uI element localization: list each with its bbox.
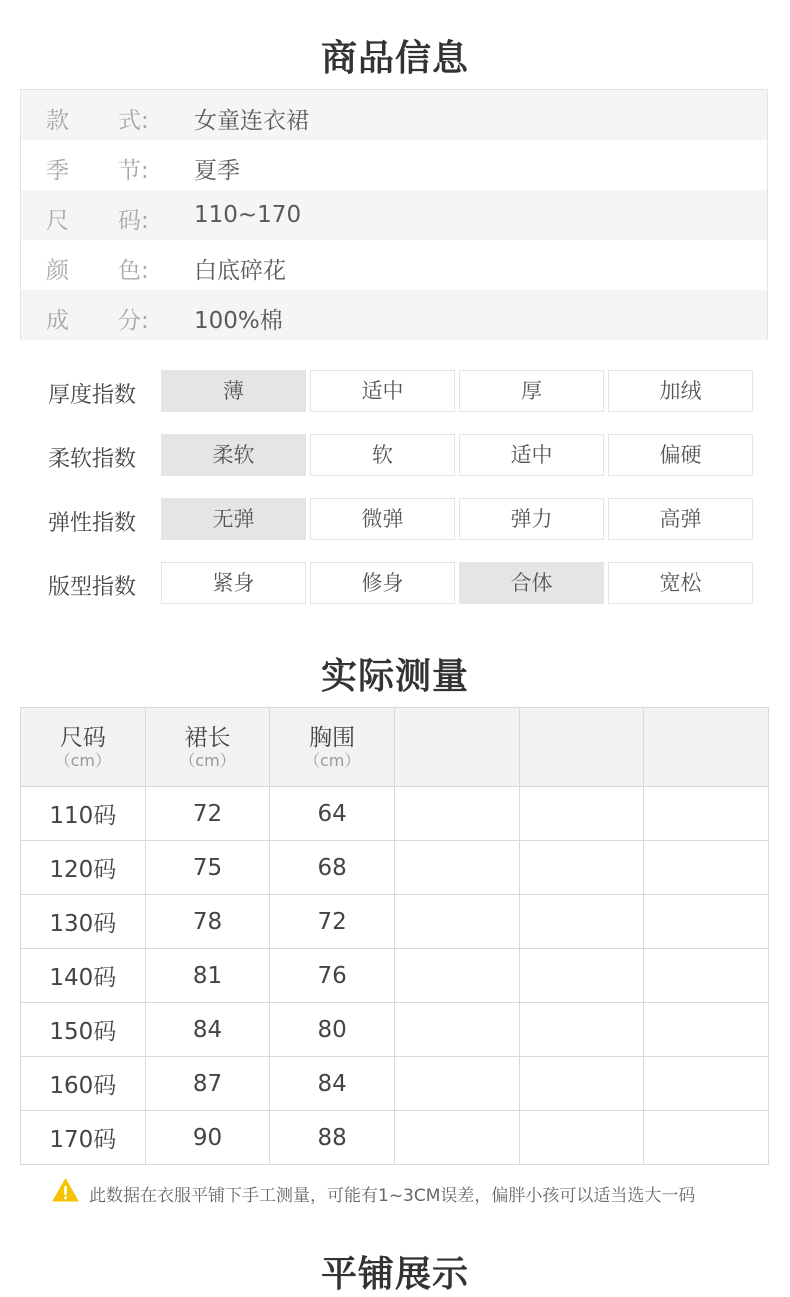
index-option: 高弹 bbox=[608, 498, 753, 540]
table-cell: 84 bbox=[270, 1057, 395, 1111]
header-label: 胸围 bbox=[309, 725, 356, 751]
table-cell: 140码 bbox=[21, 949, 146, 1003]
table-cell bbox=[394, 1003, 519, 1057]
info-label-first: 成 bbox=[46, 308, 69, 334]
product-info-title: 商品信息 bbox=[320, 38, 469, 79]
product-info-table bbox=[20, 89, 768, 339]
info-label-first: 尺 bbox=[46, 208, 69, 234]
table-cell bbox=[644, 1057, 769, 1111]
table-header-row bbox=[21, 708, 769, 787]
table-row bbox=[21, 895, 769, 949]
info-value: 夏季 bbox=[194, 158, 240, 184]
index-option: 修身 bbox=[310, 562, 455, 604]
index-label: 厚度指数 bbox=[48, 383, 137, 408]
measurement-title: 实际测量 bbox=[320, 656, 469, 697]
info-value: 白底碎花 bbox=[194, 258, 286, 284]
table-row bbox=[21, 1003, 769, 1057]
table-cell bbox=[644, 787, 769, 841]
table-row bbox=[21, 949, 769, 1003]
info-value: 女童连衣裙 bbox=[194, 108, 309, 134]
info-value: 110~170 bbox=[194, 202, 302, 228]
table-cell: 160码 bbox=[21, 1057, 146, 1111]
table-cell bbox=[394, 895, 519, 949]
index-option: 微弹 bbox=[310, 498, 455, 540]
index-option: 薄 bbox=[161, 370, 306, 412]
note-text: 此数据在衣服平铺下手工测量，可能有1~3CM误差，偏胖小孩可以适当选大一码 bbox=[89, 1186, 696, 1206]
table-cell bbox=[394, 787, 519, 841]
table-cell bbox=[519, 1003, 644, 1057]
table-cell: 120码 bbox=[21, 841, 146, 895]
info-row-style bbox=[21, 90, 767, 140]
table-cell bbox=[519, 787, 644, 841]
table-cell: 150码 bbox=[21, 1003, 146, 1057]
table-cell: 170码 bbox=[21, 1111, 146, 1165]
table-cell bbox=[519, 895, 644, 949]
table-cell bbox=[519, 1057, 644, 1111]
table-row bbox=[21, 841, 769, 895]
table-cell: 81 bbox=[145, 949, 270, 1003]
header-label: 尺码 bbox=[59, 725, 106, 751]
table-header-cell bbox=[270, 708, 395, 787]
info-value: 100%棉 bbox=[194, 308, 283, 334]
table-row bbox=[21, 1057, 769, 1111]
info-row-size bbox=[21, 190, 767, 240]
table-header-cell bbox=[21, 708, 146, 787]
measurement-table bbox=[20, 707, 769, 1165]
index-option: 适中 bbox=[459, 434, 604, 476]
index-option: 合体 bbox=[459, 562, 604, 604]
table-cell bbox=[519, 1111, 644, 1165]
table-cell bbox=[644, 949, 769, 1003]
table-cell bbox=[644, 1111, 769, 1165]
table-cell bbox=[394, 841, 519, 895]
index-option: 偏硬 bbox=[608, 434, 753, 476]
table-cell: 88 bbox=[270, 1111, 395, 1165]
index-label: 弹性指数 bbox=[48, 511, 137, 536]
table-cell bbox=[394, 949, 519, 1003]
index-option: 弹力 bbox=[459, 498, 604, 540]
info-row-material bbox=[21, 290, 767, 340]
table-row bbox=[21, 787, 769, 841]
index-option: 无弹 bbox=[161, 498, 306, 540]
info-row-color bbox=[21, 240, 767, 290]
info-label-first: 颜 bbox=[46, 258, 69, 284]
table-cell: 72 bbox=[270, 895, 395, 949]
info-label-second: 式: bbox=[118, 108, 149, 134]
table-cell bbox=[644, 1003, 769, 1057]
table-header-cell bbox=[519, 708, 644, 787]
table-cell: 75 bbox=[145, 841, 270, 895]
table-cell bbox=[519, 949, 644, 1003]
header-label: 裙长 bbox=[184, 725, 231, 751]
table-header-cell bbox=[394, 708, 519, 787]
index-option: 紧身 bbox=[161, 562, 306, 604]
table-header-cell bbox=[145, 708, 270, 787]
info-label-first: 季 bbox=[46, 158, 69, 184]
table-cell: 110码 bbox=[21, 787, 146, 841]
table-cell: 80 bbox=[270, 1003, 395, 1057]
index-option: 宽松 bbox=[608, 562, 753, 604]
table-cell: 90 bbox=[145, 1111, 270, 1165]
header-unit: （cm） bbox=[179, 751, 236, 770]
header-unit: （cm） bbox=[54, 751, 112, 770]
table-cell bbox=[519, 841, 644, 895]
table-cell: 72 bbox=[145, 787, 270, 841]
info-label-second: 节: bbox=[118, 158, 149, 184]
table-cell: 76 bbox=[270, 949, 395, 1003]
index-label: 版型指数 bbox=[48, 575, 137, 600]
warning-icon bbox=[52, 1178, 79, 1202]
table-cell bbox=[394, 1111, 519, 1165]
table-cell: 87 bbox=[145, 1057, 270, 1111]
index-label: 柔软指数 bbox=[48, 447, 137, 472]
info-label-second: 色: bbox=[118, 258, 149, 284]
index-option: 加绒 bbox=[608, 370, 753, 412]
table-cell bbox=[644, 841, 769, 895]
info-label-first: 款 bbox=[46, 108, 69, 134]
table-row bbox=[21, 1111, 769, 1165]
index-option: 软 bbox=[310, 434, 455, 476]
info-label-second: 分: bbox=[118, 308, 149, 334]
table-cell bbox=[644, 895, 769, 949]
table-cell bbox=[394, 1057, 519, 1111]
table-cell: 130码 bbox=[21, 895, 146, 949]
index-option: 适中 bbox=[310, 370, 455, 412]
table-cell: 78 bbox=[145, 895, 270, 949]
table-cell: 84 bbox=[145, 1003, 270, 1057]
table-cell: 68 bbox=[270, 841, 395, 895]
table-header-cell bbox=[644, 708, 769, 787]
flat-display-title: 平铺展示 bbox=[320, 1254, 469, 1295]
index-option: 厚 bbox=[459, 370, 604, 412]
table-cell: 64 bbox=[270, 787, 395, 841]
index-option: 柔软 bbox=[161, 434, 306, 476]
info-label-second: 码: bbox=[118, 208, 149, 234]
info-row-season bbox=[21, 140, 767, 190]
header-unit: （cm） bbox=[303, 751, 361, 770]
